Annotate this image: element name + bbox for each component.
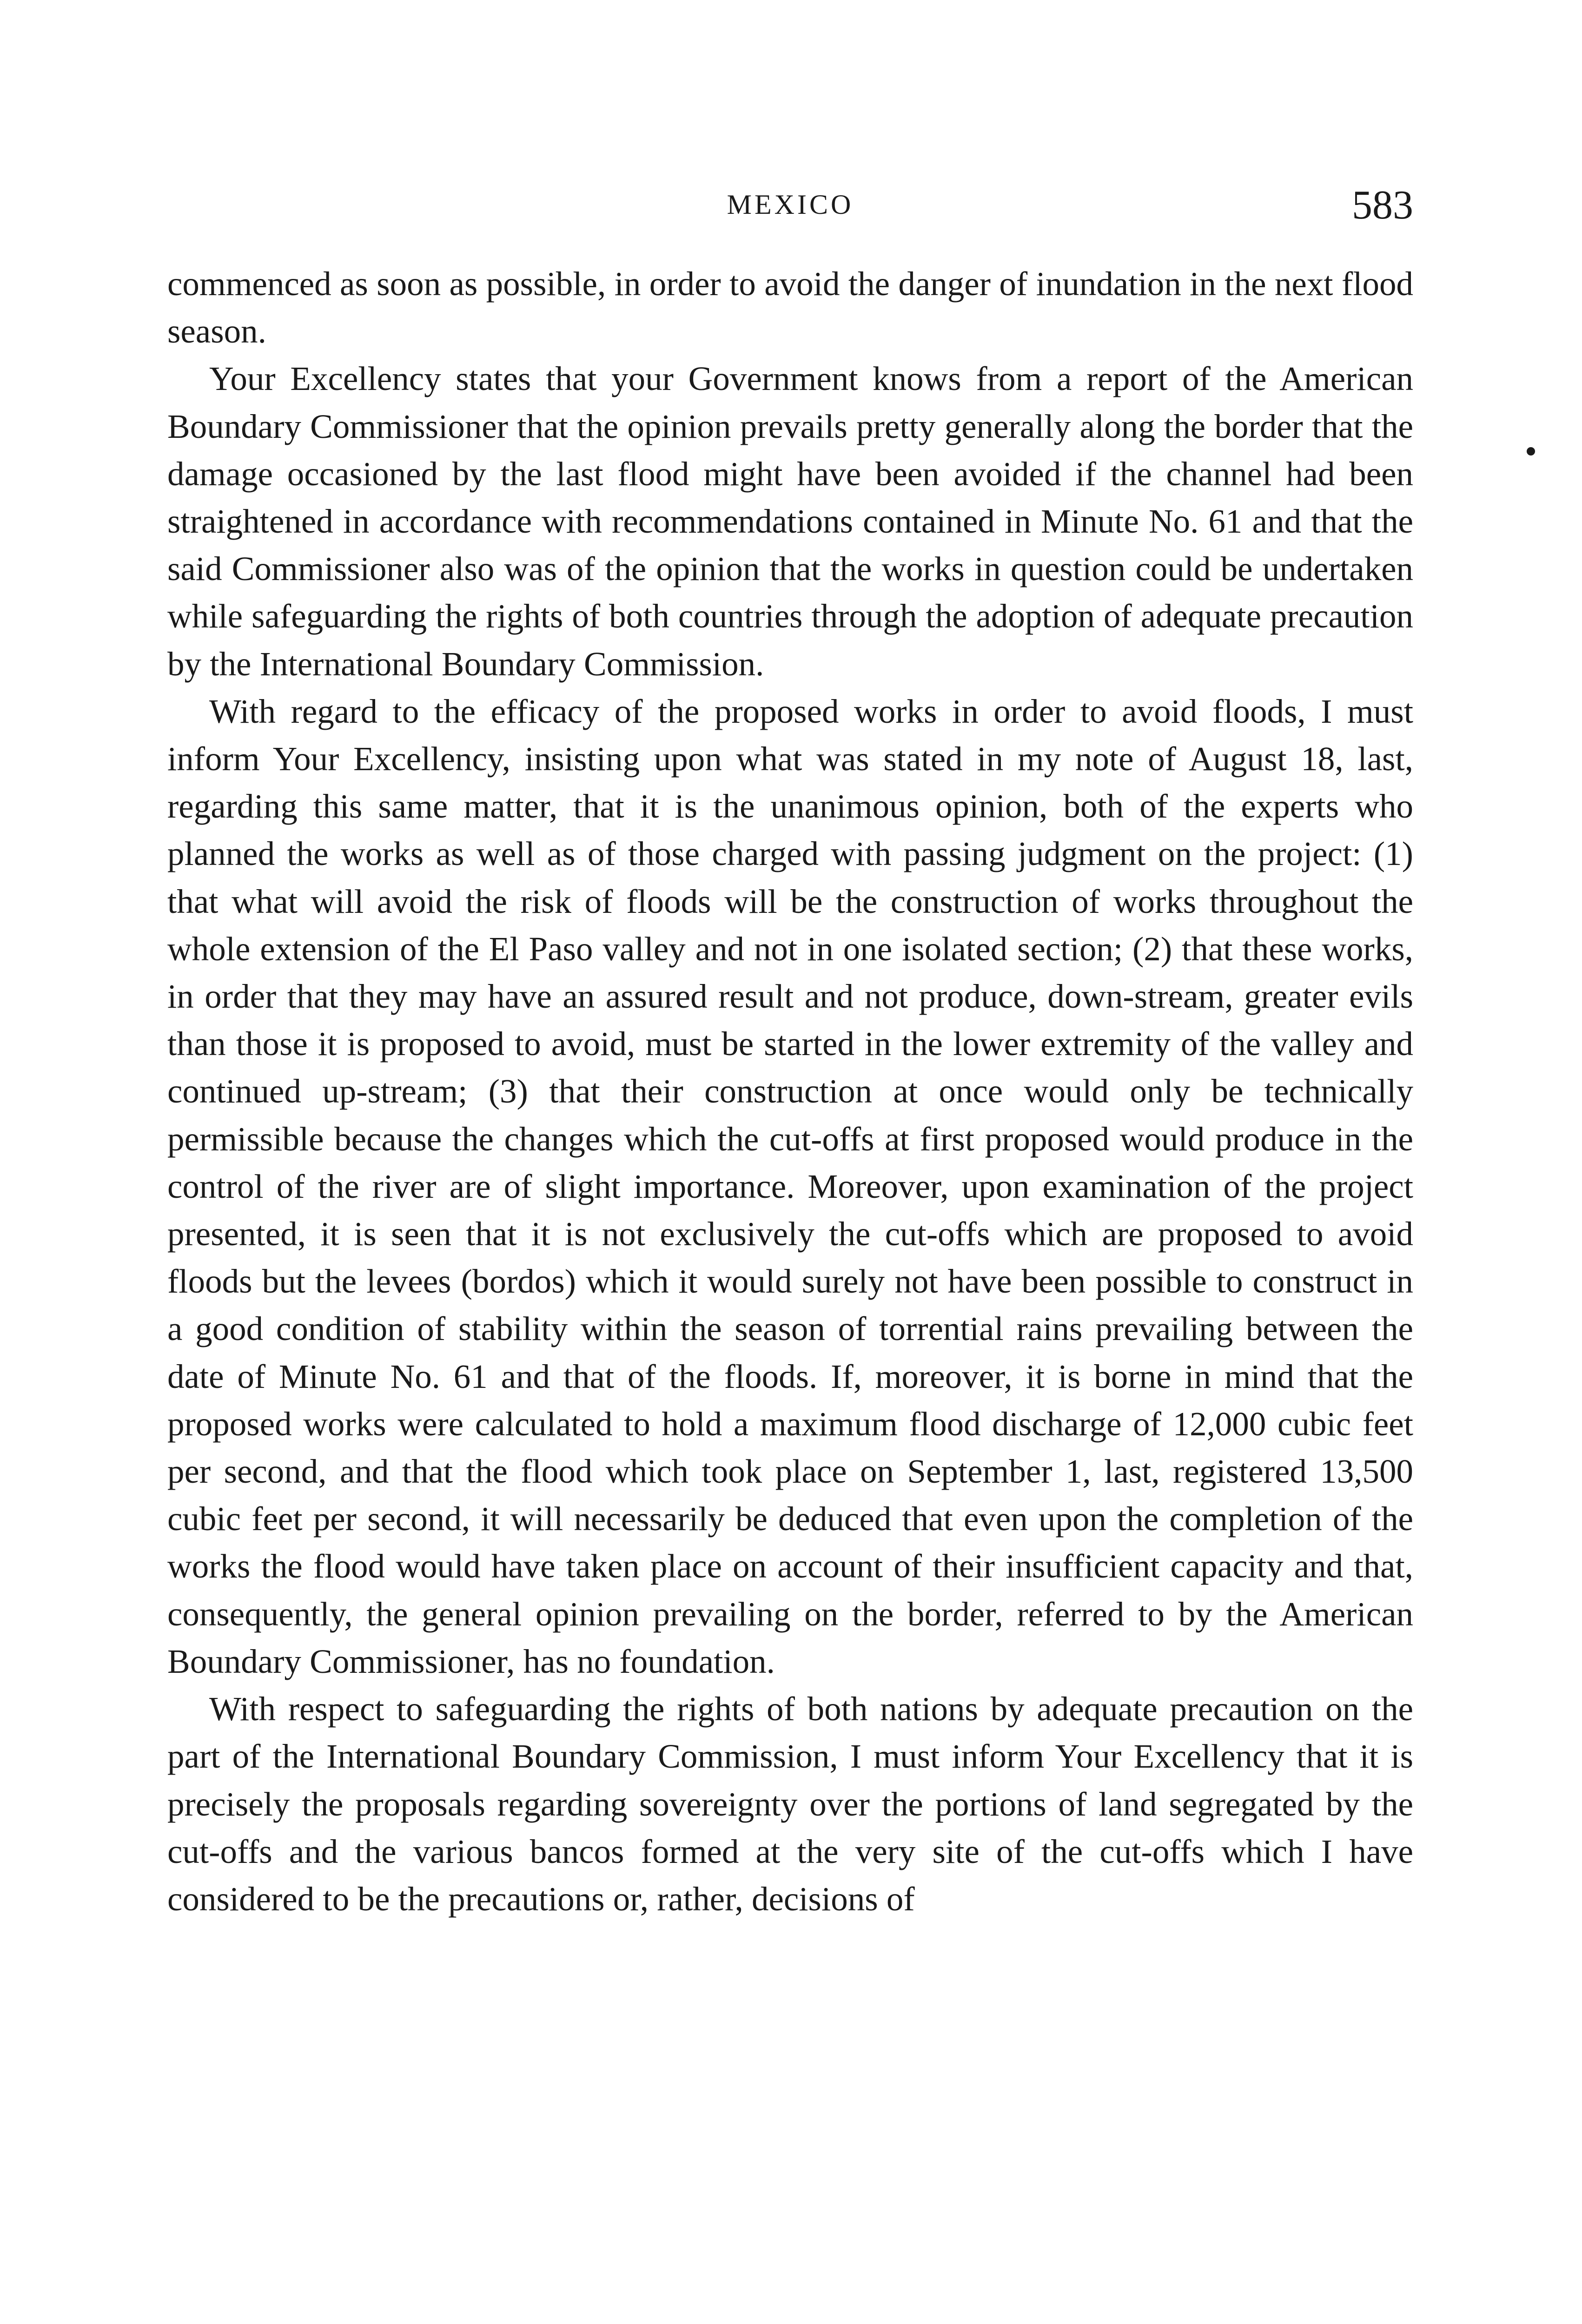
running-title: MEXICO	[727, 189, 854, 220]
running-head	[167, 183, 1413, 228]
body-text	[167, 260, 1413, 1923]
page-number: 583	[1352, 183, 1413, 228]
paragraph: Your Excellency states that your Government knows from a report of the American Boundary Commissioner that the opinion prevails pretty generally along the border that the damage occasioned by the last flood might have been avoided if the channel had been straightened in accordance with recommendations contained in Minute No. 61 and that the said Commissioner also was of the opinion that the works in question could be undertaken while safeguarding the rights of both countries through the adoption of adequate precaution by the International Boundary Commission.	[167, 360, 1413, 683]
paragraph: With regard to the efficacy of the proposed works in order to avoid floods, I must inform Your Excellency, insisting upon what was stated in my note of August 18, last, regarding this same matter, that it is the unanimous opinion, both of the experts who planned the works as well as of those charged with passing judgment on the project: (1) that what will avoid the risk of floods will be the construction of works throughout the whole extension of the El Paso valley and not in one isolated section; (2) that these works, in order that they may have an assured result and not produce, down-stream, greater evils than those it is proposed to avoid, must be started in the lower extremity of the valley and continued up-stream; (3) that their construction at once would only be technically permissible because the changes which the cut-offs at first proposed would produce in the control of the river are of slight importance. Moreover, upon examination of the project presented, it is seen that it is not exclusively the cut-offs which are proposed to avoid floods but the levees (bordos) which it would surely not have been possible to construct in a good condition of stability within the season of torrential rains prevailing between the date of Minute No. 61 and that of the floods. If, moreover, it is borne in mind that the proposed works were calculated to hold a maximum flood discharge of 12,000 cubic feet per second, and that the flood which took place on September 1, last, registered 13,500 cubic feet per second, it will necessarily be deduced that even upon the completion of the works the flood would have taken place on account of their insufficient capacity and that, consequently, the general opinion prevailing on the border, referred to by the American Boundary Commissioner, has no foundation.	[167, 692, 1413, 1680]
margin-dot	[1527, 447, 1535, 456]
paragraph-continuation: commenced as soon as possible, in order to avoid the danger of inundation in the next flood season.	[167, 265, 1413, 350]
paragraph: With respect to safeguarding the rights of both nations by adequate precaution on the part of the International Boundary Commission, I must inform Your Excellency that it is precisely the proposals regarding sovereignty over the portions of land segregated by the cut-offs and the various bancos formed at the very site of the cut-offs which I have considered to be the precautions or, rather, decisions of	[167, 1690, 1413, 1918]
